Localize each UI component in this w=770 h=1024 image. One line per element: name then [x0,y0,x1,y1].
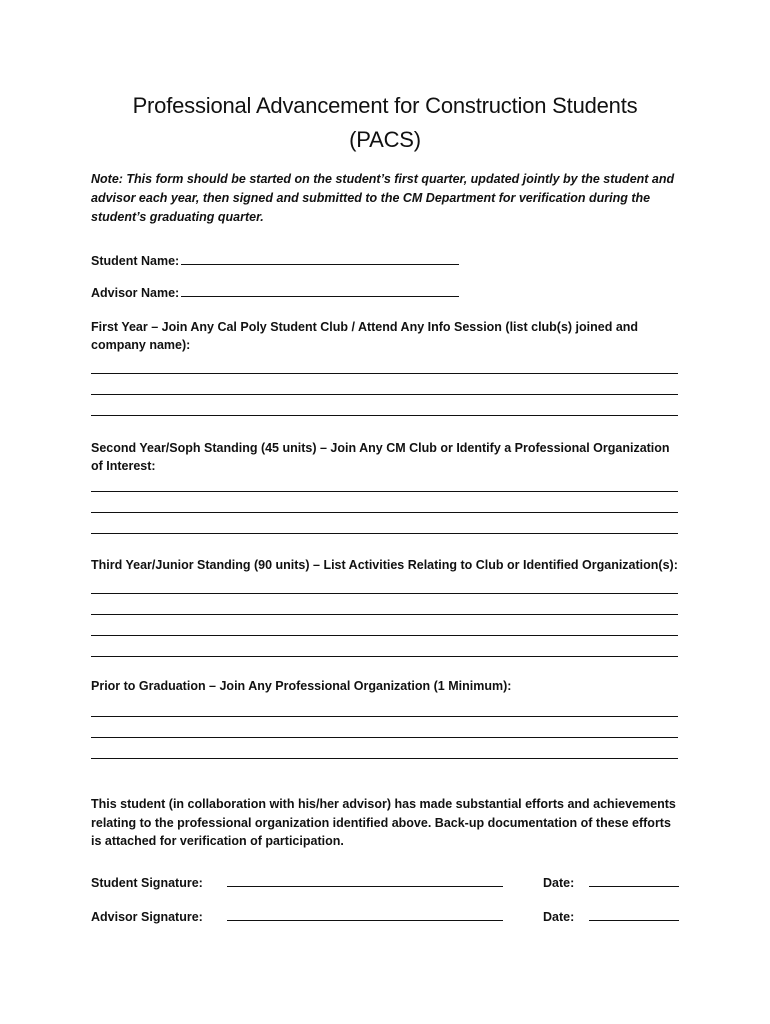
student-date-field[interactable] [589,886,679,887]
student-signature-field[interactable] [227,886,503,887]
student-name-label: Student Name: [91,254,180,268]
second-year-label: Second Year/Soph Standing (45 units) – Join Any CM Club or Identify a Professional Organization of Interest: [91,441,670,473]
third-year-line-1[interactable] [91,593,678,594]
certification-statement: This student (in collaboration with his/her advisor) has made substantial efforts and achievements relating to the professional organization identified above. Back-up documentation of these efforts is attached for verification of participation. [91,797,676,848]
second-year-line-3[interactable] [91,533,678,534]
form-title-acronym: (PACS) [349,127,421,152]
third-year-line-3[interactable] [91,635,678,636]
third-year-line-4[interactable] [91,656,678,657]
advisor-signature-field[interactable] [227,920,503,921]
third-year-label: Third Year/Junior Standing (90 units) – List Activities Relating to Club or Identified Organization(s): [91,558,678,572]
first-year-line-1[interactable] [91,373,678,374]
advisor-name-label: Advisor Name: [91,286,180,300]
graduation-line-3[interactable] [91,758,678,759]
first-year-label: First Year – Join Any Cal Poly Student Club / Attend Any Info Session (list club(s) joined and company name): [91,320,639,352]
graduation-line-2[interactable] [91,737,678,738]
advisor-signature-label: Advisor Signature: [91,910,203,924]
form-note: Note: This form should be started on the student’s first quarter, updated jointly by the student and advisor each year, then signed and submitted to the CM Department for verification during the student’s graduating quarter. [91,172,675,224]
student-date-label: Date: [543,876,575,890]
advisor-date-field[interactable] [589,920,679,921]
advisor-name-field[interactable] [181,296,459,297]
third-year-line-2[interactable] [91,614,678,615]
graduation-line-1[interactable] [91,716,678,717]
student-name-field[interactable] [181,264,459,265]
graduation-label: Prior to Graduation – Join Any Professional Organization (1 Minimum): [91,679,512,693]
student-signature-label: Student Signature: [91,876,203,890]
advisor-date-label: Date: [543,910,575,924]
form-title: Professional Advancement for Construction Students [132,93,638,118]
first-year-line-3[interactable] [91,415,678,416]
second-year-line-1[interactable] [91,491,678,492]
second-year-line-2[interactable] [91,512,678,513]
first-year-line-2[interactable] [91,394,678,395]
